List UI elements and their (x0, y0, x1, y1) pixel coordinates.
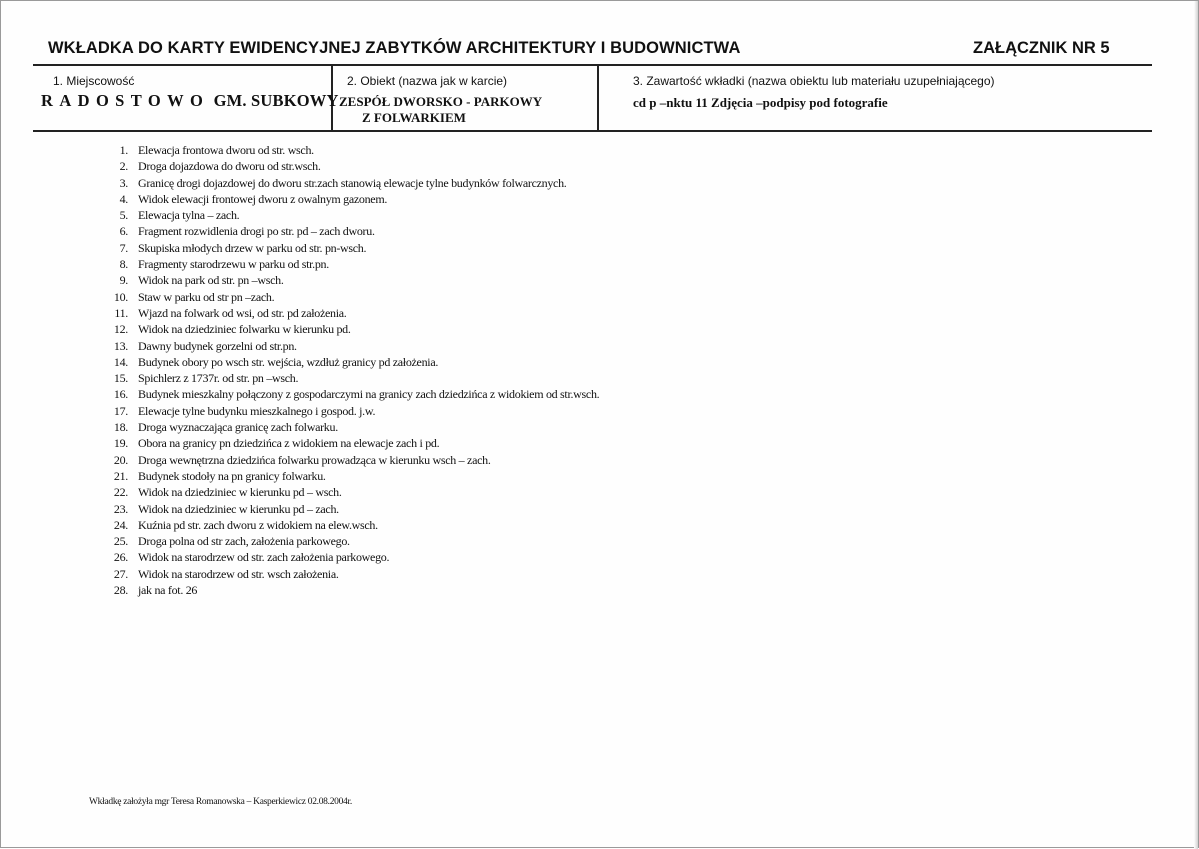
list-item-text: Droga wewnętrzna dziedzińca folwarku prowadząca w kierunku wsch – zach. (138, 452, 491, 467)
list-item-text: Widok na dziedziniec w kierunku pd – wsch. (138, 485, 342, 500)
list-item-number: 13. (113, 338, 128, 353)
list-item-number: 24. (113, 517, 128, 532)
photo-caption-list (101, 142, 599, 598)
list-item-text: Spichlerz z 1737r. od str. pn –wsch. (138, 371, 299, 386)
list-item-number: 19. (113, 436, 128, 451)
list-item (101, 419, 599, 435)
locality-value (41, 91, 339, 111)
header-bottom-rule (33, 130, 1152, 132)
list-item-number: 17. (113, 403, 128, 418)
list-item (101, 435, 599, 451)
list-item-number: 5. (119, 208, 128, 223)
list-item-text: Wjazd na folwark od wsi, od str. pd założenia. (138, 305, 347, 320)
list-item (101, 582, 599, 598)
field-divider-2 (597, 66, 599, 130)
list-item-text: Dawny budynek gorzelni od str.pn. (138, 338, 297, 353)
object-label: 2. Obiekt (nazwa jak w karcie) (347, 74, 508, 88)
list-item (101, 289, 599, 305)
list-item (101, 142, 599, 158)
list-item-number: 6. (119, 224, 128, 239)
list-item-number: 7. (119, 240, 128, 255)
content-label: 3. Zawartość wkładki (nazwa obiektu lub materiału uzupełniającego) (633, 74, 995, 88)
list-item-text: jak na fot. 26 (138, 583, 198, 598)
list-item-number: 14. (113, 354, 128, 369)
list-item-number: 26. (113, 550, 128, 565)
author-note: Wkładkę założyła mgr Teresa Romanowska – Kasperkiewicz 02.08.2004r. (89, 797, 352, 807)
list-item (101, 240, 599, 256)
list-item-number: 20. (113, 452, 128, 467)
list-item-number: 22. (113, 485, 128, 500)
list-item (101, 370, 599, 386)
list-item (101, 517, 599, 533)
list-item-text: Obora na granicy pn dziedzińca z widokiem na elewacje zach i pd. (138, 436, 440, 451)
list-item-text: Elewacja tylna – zach. (138, 208, 240, 223)
list-item (101, 533, 599, 549)
list-item-number: 8. (119, 257, 128, 272)
list-item-text: Fragmenty starodrzewu w parku od str.pn. (138, 257, 329, 272)
page-edge-shadow (1194, 1, 1198, 849)
list-item (101, 354, 599, 370)
object-value (339, 94, 542, 126)
list-item-text: Staw w parku od str pn –zach. (138, 289, 275, 304)
list-item-text: Elewacja frontowa dworu od str. wsch. (138, 143, 314, 157)
list-item (101, 468, 599, 484)
list-item-number: 27. (113, 566, 128, 581)
list-item-number: 4. (119, 191, 128, 206)
locality-commune: GM. SUBKOWY (213, 91, 339, 110)
list-item (101, 549, 599, 565)
document-title: WKŁADKA DO KARTY EWIDENCYJNEJ ZABYTKÓW ARCHITEKTURY I BUDOWNICTWA (48, 39, 741, 57)
list-item (101, 338, 599, 354)
content-value: cd p –nktu 11 Zdjęcia –podpisy pod fotografie (633, 95, 888, 110)
list-item-text: Budynek obory po wsch str. wejścia, wzdłuż granicy pd założenia. (138, 354, 439, 369)
list-item-text: Skupiska młodych drzew w parku od str. pn-wsch. (138, 240, 367, 255)
list-item-number: 3. (119, 175, 128, 190)
list-item (101, 501, 599, 517)
list-item-number: 16. (113, 387, 128, 402)
list-item-text: Granicę drogi dojazdowej do dworu str.zach stanowią elewacje tylne budynków folwarcznych. (138, 175, 567, 190)
list-item (101, 305, 599, 321)
object-line-1: ZESPÓŁ DWORSKO - PARKOWY (339, 94, 543, 109)
locality-label: 1. Miejscowość (53, 74, 135, 88)
list-item-number: 10. (113, 289, 128, 304)
list-item-number: 25. (113, 534, 128, 549)
list-item-number: 9. (119, 273, 128, 288)
list-item-text: Widok na park od str. pn –wsch. (138, 273, 284, 288)
list-item-text: Widok na dziedziniec folwarku w kierunku pd. (138, 322, 351, 337)
list-item-text: Widok na starodrzew od str. zach założenia parkowego. (138, 550, 390, 565)
list-item-text: Droga wyznaczająca granicę zach folwarku. (138, 420, 338, 435)
list-item-number: 15. (113, 371, 128, 386)
list-item-text: Droga dojazdowa do dworu od str.wsch. (138, 159, 321, 174)
list-item-number: 18. (113, 420, 128, 435)
list-item-number: 21. (113, 468, 128, 483)
list-item-text: Widok na starodrzew od str. wsch założenia. (138, 566, 339, 581)
list-item (101, 321, 599, 337)
object-line-2: Z FOLWARKIEM (362, 110, 466, 125)
list-item (101, 484, 599, 500)
list-item-text: Kuźnia pd str. zach dworu z widokiem na elew.wsch. (138, 517, 378, 532)
list-item-number: 28. (113, 583, 128, 598)
locality-name: RADOSTOWO (41, 91, 210, 110)
list-item-text: Widok elewacji frontowej dworu z owalnym gazonem. (138, 191, 388, 206)
list-item (101, 191, 599, 207)
list-item (101, 403, 599, 419)
list-item-text: Budynek mieszkalny połączony z gospodarczymi na granicy zach dziedzińca z widokiem od str.wsch. (138, 387, 600, 402)
list-item-number: 12. (113, 322, 128, 337)
list-item (101, 207, 599, 223)
list-item-number: 2. (119, 159, 128, 174)
list-item-text: Elewacje tylne budynku mieszkalnego i gospod. j.w. (138, 403, 376, 418)
list-item-number: 11. (114, 305, 128, 320)
list-item-text: Fragment rozwidlenia drogi po str. pd – zach dworu. (138, 224, 375, 239)
list-item-text: Droga polna od str zach, założenia parkowego. (138, 534, 350, 549)
list-item (101, 223, 599, 239)
header-top-rule (33, 64, 1152, 66)
list-item (101, 386, 599, 402)
list-item (101, 272, 599, 288)
list-item-text: Widok na dziedziniec w kierunku pd – zach. (138, 501, 339, 516)
list-item (101, 175, 599, 191)
list-item (101, 158, 599, 174)
list-item (101, 566, 599, 582)
list-item-number: 23. (113, 501, 128, 516)
list-item-number: 1. (119, 143, 128, 157)
list-item-text: Budynek stodoły na pn granicy folwarku. (138, 468, 326, 483)
annex-number: ZAŁĄCZNIK NR 5 (973, 39, 1110, 57)
list-item (101, 256, 599, 272)
list-item (101, 452, 599, 468)
